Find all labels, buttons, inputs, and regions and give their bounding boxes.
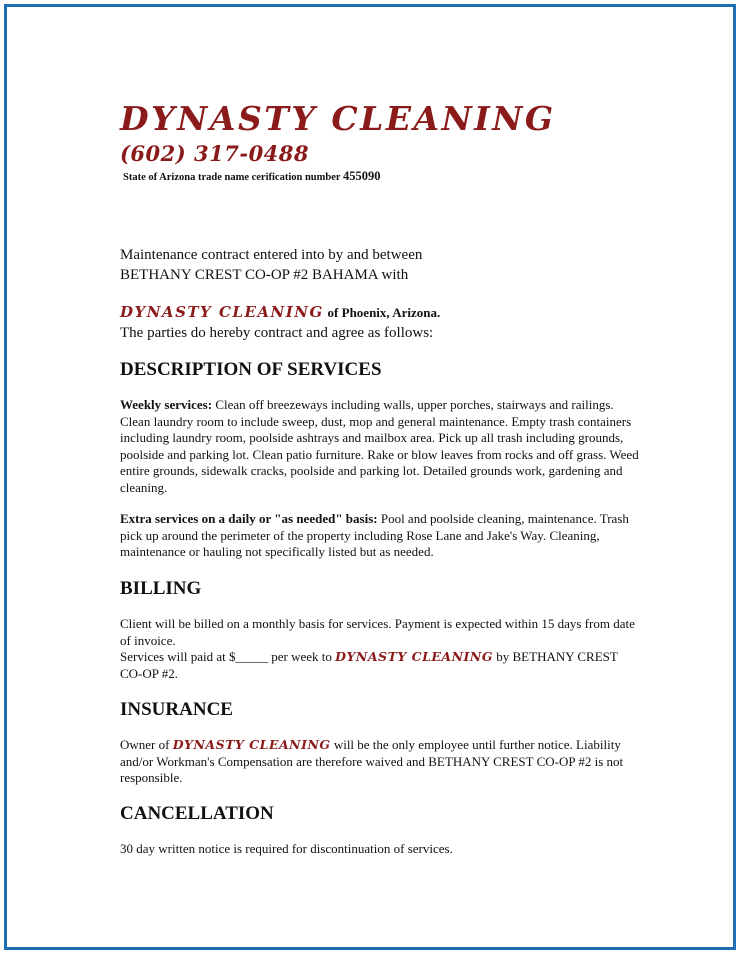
cancellation-heading: CANCELLATION — [120, 803, 274, 824]
party-name: DYNASTY CLEANING — [120, 303, 324, 321]
certification-label: State of Arizona trade name cerification number — [123, 172, 341, 183]
party-location: of Phoenix, Arizona. — [327, 305, 441, 320]
section-cancellation — [120, 803, 640, 858]
insurance-paragraph — [120, 737, 640, 787]
certification-number: 455090 — [342, 169, 381, 183]
certification-line — [123, 169, 380, 184]
weekly-services-label: Weekly services: — [120, 397, 213, 412]
extra-services-label: Extra services on a daily or "as needed" basis: — [120, 511, 378, 526]
billing-paragraph-2 — [120, 649, 640, 682]
billing-party-text: by BETHANY CREST CO-OP #2. — [120, 649, 618, 681]
section-description — [120, 359, 640, 561]
billing-brand: DYNASTY CLEANING — [335, 649, 494, 664]
extra-services-text: Pool and poolside cleaning, maintenance. Trash pick up around the perimeter of the property including Rose Lane and Jake's Way. Cleaning, maintenance or hauling not specifically listed but as needed. — [120, 511, 629, 559]
billing-paragraph-1: Client will be billed on a monthly basis for services. Payment is expected within 15 days from date of invoice. — [120, 616, 635, 648]
billing-heading: BILLING — [120, 578, 202, 599]
intro-line-2: BETHANY CREST CO-OP #2 BAHAMA with — [120, 267, 409, 283]
cancellation-paragraph: 30 day written notice is required for discontinuation of services. — [120, 841, 453, 856]
contract-party — [120, 302, 440, 343]
page-frame — [4, 4, 736, 950]
company-phone: (602) 317-0488 — [120, 141, 310, 166]
section-billing — [120, 578, 640, 682]
weekly-services-text: Clean off breezeways including walls, upper porches, stairways and railings. Clean laundry room to include sweep, dust, mop and general maintenance. Empty trash containers including laundry room, poolside ashtrays and mailbox area. Pick up all trash including grounds, poolside and parking lot. Clean patio furniture. Rake or blow leaves from rocks and off grass. Weed entire grounds, sidewalk cracks, poolside and parking lot. Detailed grounds work, gardening and cleaning. — [120, 397, 639, 495]
insurance-owner-text: Owner of — [120, 737, 170, 752]
billing-rate-text: Services will paid at $_____ per week to — [120, 649, 332, 664]
insurance-heading: INSURANCE — [120, 699, 233, 720]
weekly-services-paragraph — [120, 397, 640, 496]
agreement-line: The parties do hereby contract and agree as follows: — [120, 325, 434, 341]
description-heading: DESCRIPTION OF SERVICES — [120, 359, 382, 380]
insurance-brand: DYNASTY CLEANING — [172, 737, 331, 752]
intro-line-1: Maintenance contract entered into by and between — [120, 247, 423, 263]
section-insurance — [120, 699, 640, 787]
company-title: DYNASTY CLEANING — [120, 99, 556, 138]
insurance-detail-text: will be the only employee until further notice. Liability and/or Workman's Compensation are therefore waived and BETHANY CREST CO-OP #2 is not responsible. — [120, 737, 624, 785]
contract-intro — [120, 245, 422, 285]
extra-services-paragraph — [120, 511, 640, 561]
